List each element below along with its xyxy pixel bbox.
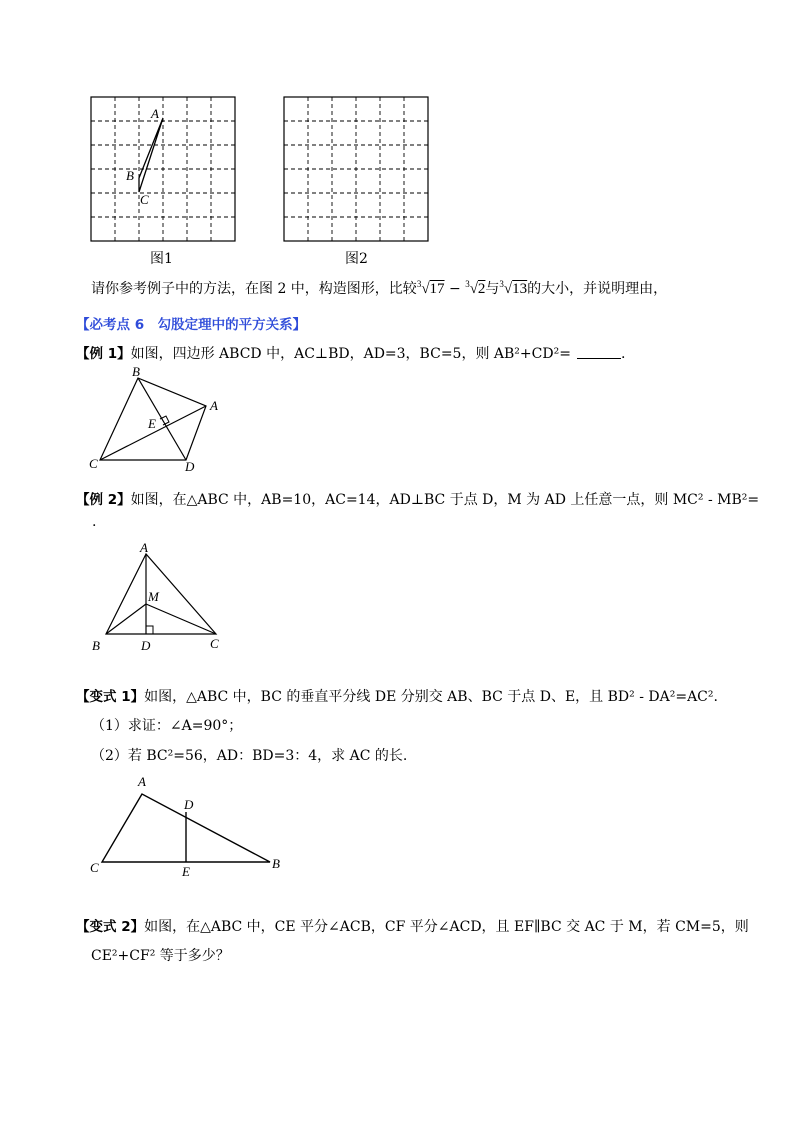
variant-2-body-2: CE²+CF² 等于多少？ bbox=[91, 948, 230, 964]
var1-label-e: E bbox=[182, 864, 190, 879]
variant-1-q1: （1）求证：∠A=90°； bbox=[91, 718, 243, 734]
label-c: C bbox=[140, 192, 149, 207]
grid-figure-2 bbox=[283, 96, 429, 242]
example-1-tag: 【例 1】 bbox=[76, 346, 131, 362]
minus-sign: − bbox=[444, 281, 466, 297]
example-1-tail: . bbox=[620, 346, 626, 362]
label-a: A bbox=[151, 106, 159, 121]
ex1-label-c: C bbox=[89, 456, 98, 471]
ex2-label-a: A bbox=[140, 540, 148, 555]
grid-1-svg bbox=[90, 96, 236, 242]
example-1-body: 如图，四边形 ABCD 中，AC⊥BD，AD=3，BC=5，则 AB²+CD²= bbox=[130, 346, 571, 362]
example-2-figure bbox=[86, 540, 236, 658]
compare-suffix: 的大小，并说明理由， bbox=[527, 281, 668, 297]
ex1-label-e: E bbox=[148, 416, 156, 431]
example-2-text bbox=[76, 488, 759, 509]
label-b: B bbox=[126, 168, 134, 183]
grid-1-caption: 图1 bbox=[150, 251, 173, 267]
variant-1-text bbox=[76, 685, 718, 706]
ex1-label-b: B bbox=[132, 364, 140, 379]
ex1-label-a: A bbox=[210, 398, 218, 413]
variant-2-text bbox=[76, 915, 749, 936]
grid-2-caption: 图2 bbox=[345, 251, 368, 267]
var1-label-c: C bbox=[90, 860, 99, 875]
variant-1-tag: 【变式 1】 bbox=[76, 689, 145, 705]
variant-1-q2: （2）若 BC²=56，AD：BD=3：4，求 AC 的长. bbox=[91, 748, 408, 764]
ex1-label-d: D bbox=[185, 459, 195, 474]
var1-label-a: A bbox=[138, 774, 146, 789]
example-1-figure bbox=[86, 364, 226, 480]
grid-figure-1 bbox=[90, 96, 236, 242]
compare-prefix: 请你参考例子中的方法，在图 2 中，构造图形，比较 bbox=[91, 281, 417, 297]
cube-root-13: $^3$√13 bbox=[499, 279, 528, 297]
example-1-text bbox=[76, 342, 625, 363]
ex2-label-m: M bbox=[148, 589, 159, 604]
variant-1-figure bbox=[86, 770, 296, 884]
var1-label-b: B bbox=[272, 856, 280, 871]
cube-root-2: $^3$√2 bbox=[465, 279, 486, 297]
grid-2-svg bbox=[283, 96, 429, 242]
triangle-abc bbox=[139, 118, 163, 192]
answer-blank-1[interactable] bbox=[577, 346, 621, 359]
variant-1-body: 如图，△ABC 中，BC 的垂直平分线 DE 分别交 AB、BC 于点 D、E，且 BD² - DA²=AC². bbox=[144, 689, 718, 705]
example-2-tail: . bbox=[92, 514, 97, 530]
and-word: 与 bbox=[485, 281, 500, 297]
ex2-label-c: C bbox=[210, 636, 219, 651]
example-2-body: 如图，在△ABC 中，AB=10，AC=14，AD⊥BC 于点 D，M 为 AD 上任意一点，则 MC² - MB²= bbox=[130, 492, 760, 508]
ex2-label-b: B bbox=[92, 638, 100, 653]
variant-2-body: 如图，在△ABC 中，CE 平分∠ACB，CF 平分∠ACD，且 EF∥BC 交 AC 于 M，若 CM=5，则 bbox=[144, 919, 749, 935]
section-title: 【必考点 6 勾股定理中的平方关系】 bbox=[76, 317, 307, 333]
var1-label-d: D bbox=[184, 797, 194, 812]
cube-root-17: $^3$√17 bbox=[416, 279, 445, 297]
example-2-tag: 【例 2】 bbox=[76, 492, 131, 508]
ex2-label-d: D bbox=[141, 638, 151, 653]
variant-2-tag: 【变式 2】 bbox=[76, 919, 145, 935]
compare-line bbox=[91, 278, 667, 298]
